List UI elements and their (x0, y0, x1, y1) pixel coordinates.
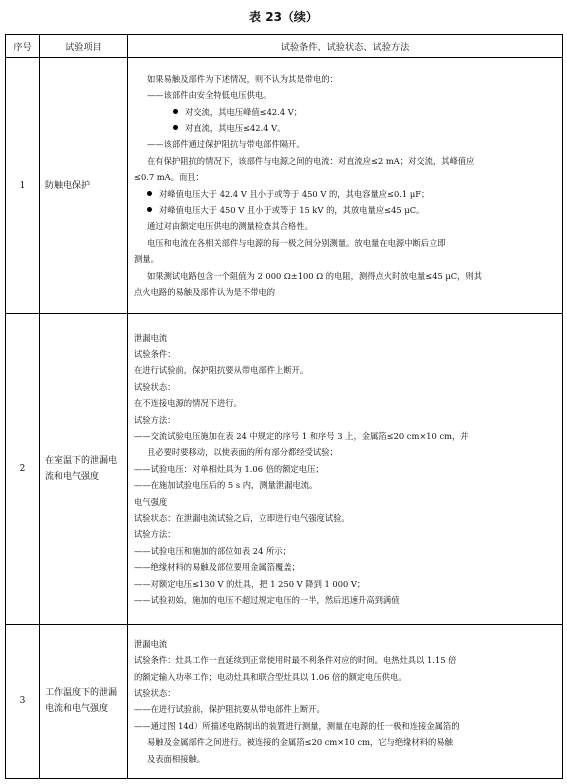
row-number: 1 (6, 58, 40, 314)
text-line: 及表面相接触。 (147, 753, 206, 764)
text-line: ——该部件通过保护阻抗与带电部件隔开。 (147, 139, 305, 150)
bullet-line: 对直流，其电压≤42.4 V。 (134, 120, 558, 136)
text-line: ——绝缘材料的易触及部位要用金属箔覆盖； (134, 562, 300, 573)
table-row (6, 314, 563, 624)
bullet-line: 对峰值电压大于 450 V 且小于或等于 15 kV 的，其放电量应≤45 μC。 (134, 202, 558, 218)
text-line: 通过对由额定电压供电的测量检查其合格性。 (147, 221, 313, 232)
text-line: 试验条件： (134, 349, 176, 359)
text-line: 试验状态： (134, 687, 176, 698)
row-number: 2 (6, 314, 40, 624)
test-conditions (128, 58, 563, 314)
text-line: 在不连接电源的情况下进行。 (134, 398, 242, 409)
text-line: 泄漏电流 (134, 638, 168, 649)
table-caption: 表 23（续） (249, 10, 318, 24)
row-number: 3 (6, 624, 40, 778)
text-line: ——试验电压：对单相灶具为 1.06 倍的额定电压； (134, 463, 324, 474)
text-line: 测量。 (134, 254, 159, 265)
header-no: 序号 (6, 35, 40, 58)
text-line: 如果易触及部件为下述情况，则不认为其是带电的： (147, 73, 338, 84)
text-line: ——试验初始，施加的电压不超过规定电压的一半，然后迅速升高到满值 (134, 595, 400, 606)
text-line: 点火电路的易触及部件认为是不带电的 (134, 287, 276, 298)
text-line: ——试验电压和施加的部位如表 24 所示； (134, 545, 291, 556)
bullet-icon (147, 207, 152, 212)
text-line: 的额定输入功率工作；电动灶具和联合型灶具以 1.06 倍的额定电压供电。 (134, 671, 407, 682)
text-line: ——通过图 14d）所描述电路制出的装置进行测量，测量在电源的任一极和连接金属箔的 (134, 720, 460, 731)
text-line: 泄漏电流 (134, 332, 168, 343)
text-line: 如果测试电路包含一个阻值为 2 000 Ω±100 Ω 的电阻，测得点火时放电量≤45 μC，则其 (147, 270, 483, 281)
text-line: 在进行试验前，保护阻抗要从带电部件上断开。 (134, 365, 309, 376)
test-table (5, 34, 563, 779)
bullet-icon (173, 109, 178, 114)
text-line: 试验条件：灶具工作一直延续到正常使用时最不利条件对应的时间。电热灶具以 1.15 倍 (134, 655, 457, 666)
text-line: ——在进行试验前，保护阻抗要从带电部件上断开。 (134, 704, 325, 715)
text-line: ——该部件由安全特低电压供电。 (147, 90, 272, 101)
text-line: 试验方法： (134, 414, 176, 425)
text-line: 电气强度 (134, 496, 168, 507)
text-line: 电压和电流在各相关部件与电源的每一极之间分别测量。放电量在电源中断后立即 (147, 237, 446, 248)
table-row (6, 624, 563, 778)
text-line: 易触及金属部件之间进行。被连接的金属箔≤20 cm×10 cm，它与绝缘材料的易触 (147, 737, 453, 748)
test-item: 防触电保护 (40, 58, 128, 314)
text-line: 试验状态：在泄漏电流试验之后，立即进行电气强度试验。 (134, 513, 350, 524)
bullet-line: 对交流，其电压峰值≤42.4 V； (134, 104, 558, 120)
bullet-icon (147, 191, 152, 196)
header-item: 试验项目 (40, 35, 128, 58)
text-line: 且必要时要移动，以使表面的所有部分都经受试验； (147, 447, 338, 458)
header-row (6, 35, 563, 58)
test-conditions (128, 624, 563, 778)
test-conditions (128, 314, 563, 624)
text-line: ——交流试验电压施加在表 24 中规定的序号 1 和序号 3 上，金属箔≤20 cm×10 cm，并 (134, 431, 469, 442)
text-line: 试验状态： (134, 381, 176, 392)
text-line: ≤0.7 mA。而且： (134, 172, 204, 183)
text-line: ——对额定电压≤130 V 的灶具，把 1 250 V 降到 1 000 V； (134, 578, 366, 589)
test-item: 在室温下的泄漏电流和电气强度 (40, 314, 128, 624)
bullet-icon (173, 125, 178, 130)
bullet-line: 对峰值电压大于 42.4 V 且小于或等于 450 V 的，其电容量应≤0.1 μF； (134, 186, 558, 202)
text-line: ——在施加试验电压后的 5 s 内，测量泄漏电流。 (134, 480, 318, 491)
table-row (6, 58, 563, 314)
text-line: 在有保护阻抗的情况下，该部件与电源之间的电流：对直流应≤2 mA；对交流，其峰值应 (147, 155, 475, 166)
text-line: 试验方法： (134, 529, 176, 540)
header-method: 试验条件、试验状态、试验方法 (128, 35, 563, 58)
test-item: 工作温度下的泄漏电流和电气强度 (40, 624, 128, 778)
